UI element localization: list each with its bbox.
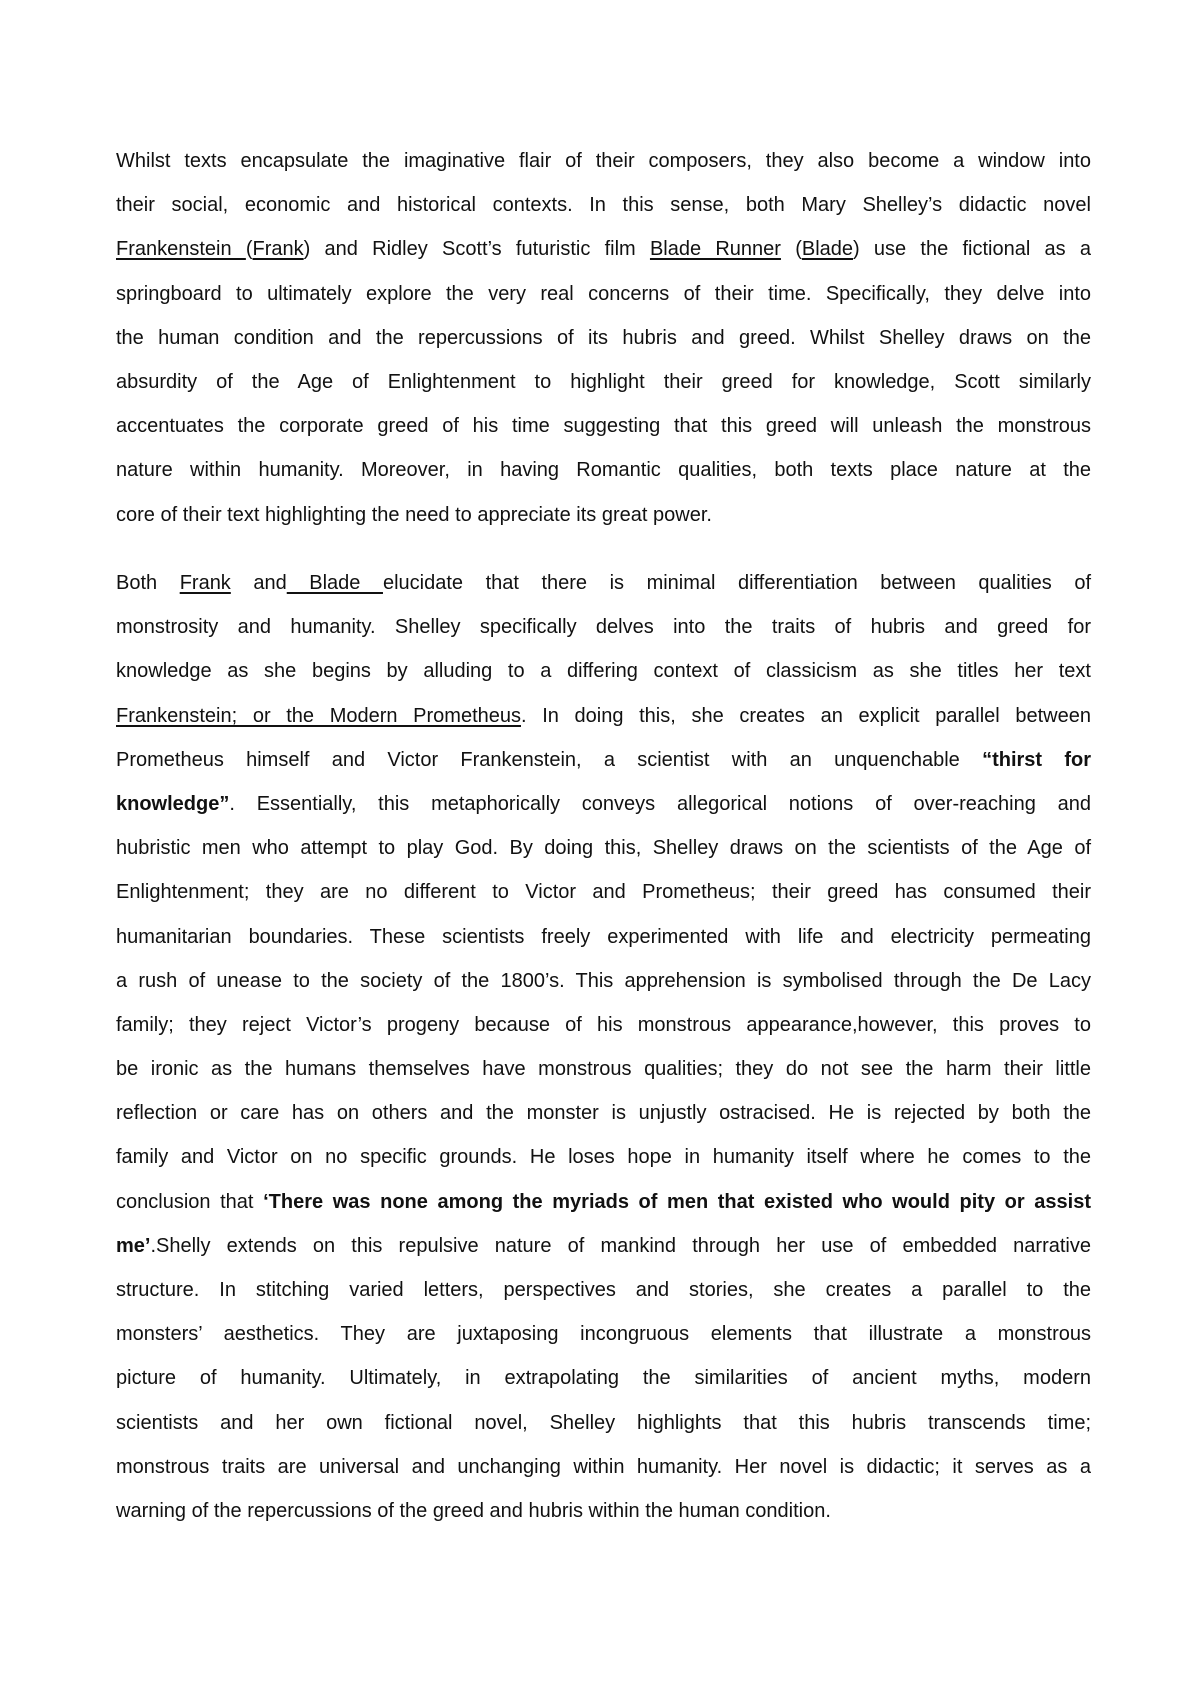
text-line (116, 448, 1091, 492)
text-run: monstrosity and humanity. Shelley specifically delves into the traits of hubris and greed for (116, 616, 1091, 639)
text-run: nature within humanity. Moreover, in having Romantic qualities, both texts place nature at the (116, 459, 1091, 482)
text-run: humanitarian boundaries. These scientists freely experimented with life and electricity permeating (116, 925, 1091, 948)
text-run: conclusion that (116, 1190, 264, 1213)
text-run: Enlightenment; they are no different to Victor and Prometheus; their greed has consumed their (116, 881, 1091, 904)
text-run: a rush of unease to the society of the 1800’s. This apprehension is symbolised through the De Lacy (116, 969, 1091, 992)
text-run: Whilst texts encapsulate the imaginative flair of their composers, they also become a window into (116, 150, 1091, 172)
text-run: the human condition and the repercussions of its hubris and greed. Whilst Shelley draws on the (116, 326, 1091, 349)
text-line (116, 316, 1091, 360)
text-run: structure. In stitching varied letters, perspectives and stories, she creates a parallel to the (116, 1279, 1091, 1301)
text-line (116, 183, 1091, 227)
text-run: ( (780, 238, 802, 261)
text-line (116, 404, 1091, 448)
underlined-title: Frank (252, 238, 304, 261)
text-run: their social, economic and historical contexts. In this sense, both Mary Shelley’s didactic novel (116, 194, 1091, 217)
text-run: scientists and her own fictional novel, Shelley highlights that this hubris transcends time; (116, 1411, 1091, 1434)
text-run: knowledge as she begins by alluding to a differing context of classicism as she titles her text (116, 660, 1091, 683)
text-run: . Essentially, this metaphorically conveys allegorical notions of over-reaching and (229, 792, 1091, 815)
text-run: absurdity of the Age of Enlightenment to highlight their greed for knowledge, Scott similarly (116, 370, 1091, 393)
text-run: core of their text highlighting the need to appreciate its great power. (116, 503, 712, 526)
text-run: . In doing this, she creates an explicit parallel between (521, 704, 1091, 727)
text-line (116, 1091, 1091, 1135)
text-line (116, 959, 1091, 1003)
bold-quote: ‘There was none among the myriads of men that existed who would pity or assist (263, 1190, 1091, 1213)
text-run: Prometheus himself and Victor Frankenstein, a scientist with an unquenchable (116, 748, 983, 771)
text-line (116, 1312, 1091, 1356)
text-run: monstrous traits are universal and unchanging within humanity. Her novel is didactic; it serves as a (116, 1455, 1091, 1478)
text-line (116, 227, 1091, 271)
text-run: accentuates the corporate greed of his time suggesting that this greed will unleash the monstrous (116, 415, 1091, 438)
text-run: family; they reject Victor’s progeny because of his monstrous appearance,however, this proves to (116, 1013, 1091, 1036)
text-line (116, 1224, 1091, 1268)
text-line (116, 272, 1091, 316)
underlined-title: Frankenstein (116, 238, 246, 261)
text-run: ( (245, 238, 253, 261)
text-line (116, 1401, 1091, 1445)
underlined-title: Blade Runner (649, 238, 781, 261)
text-run: family and Victor on no specific grounds. He loses hope in humanity itself where he comes to the (116, 1146, 1091, 1169)
text-run: reflection or care has on others and the monster is unjustly ostracised. He is rejected by both the (116, 1102, 1091, 1125)
text-run: hubristic men who attempt to play God. By doing this, Shelley draws on the scientists of the Age of (116, 837, 1091, 860)
text-run: ) use the fictional as a (853, 238, 1091, 261)
text-line (116, 694, 1091, 738)
text-line (116, 1356, 1091, 1400)
text-run: and (230, 572, 287, 594)
bold-quote: knowledge” (116, 792, 230, 815)
text-line (116, 870, 1091, 914)
text-line (116, 1180, 1091, 1224)
paragraph-introduction (116, 139, 1091, 537)
bold-quote: me’ (116, 1234, 151, 1257)
text-line (116, 1135, 1091, 1179)
text-line (116, 1047, 1091, 1091)
text-line (116, 493, 1091, 537)
text-line (116, 826, 1091, 870)
text-run: ) and Ridley Scott’s futuristic film (303, 238, 650, 261)
text-line (116, 1003, 1091, 1047)
underlined-title: Frankenstein; or the Modern Prometheus (116, 704, 521, 727)
text-line (116, 360, 1091, 404)
text-run: picture of humanity. Ultimately, in extrapolating the similarities of ancient myths, modern (116, 1367, 1091, 1390)
text-line (116, 649, 1091, 693)
text-run: elucidate that there is minimal differentiation between qualities of (382, 572, 1092, 594)
text-line (116, 1445, 1091, 1489)
paragraph-body (116, 561, 1091, 1533)
bold-quote: “thirst for (982, 748, 1092, 771)
text-run: Both (116, 572, 180, 594)
text-line (116, 915, 1091, 959)
text-line (116, 139, 1091, 183)
text-line (116, 738, 1091, 782)
text-run: warning of the repercussions of the greed and hubris within the human condition. (116, 1499, 831, 1522)
text-line (116, 782, 1091, 826)
text-line (116, 605, 1091, 649)
text-line (116, 561, 1091, 605)
underlined-title: Blade (286, 572, 383, 594)
underlined-title: Blade (801, 238, 854, 261)
text-line (116, 1489, 1091, 1533)
text-run: be ironic as the humans themselves have monstrous qualities; they do not see the harm their little (116, 1058, 1091, 1081)
text-run: monsters’ aesthetics. They are juxtaposing incongruous elements that illustrate a monstrous (116, 1323, 1091, 1346)
text-run: .Shelly extends on this repulsive nature of mankind through her use of embedded narrative (150, 1234, 1091, 1257)
underlined-title: Frank (179, 572, 231, 594)
text-run: springboard to ultimately explore the very real concerns of their time. Specifically, they delve into (116, 282, 1091, 305)
text-line (116, 1268, 1091, 1312)
